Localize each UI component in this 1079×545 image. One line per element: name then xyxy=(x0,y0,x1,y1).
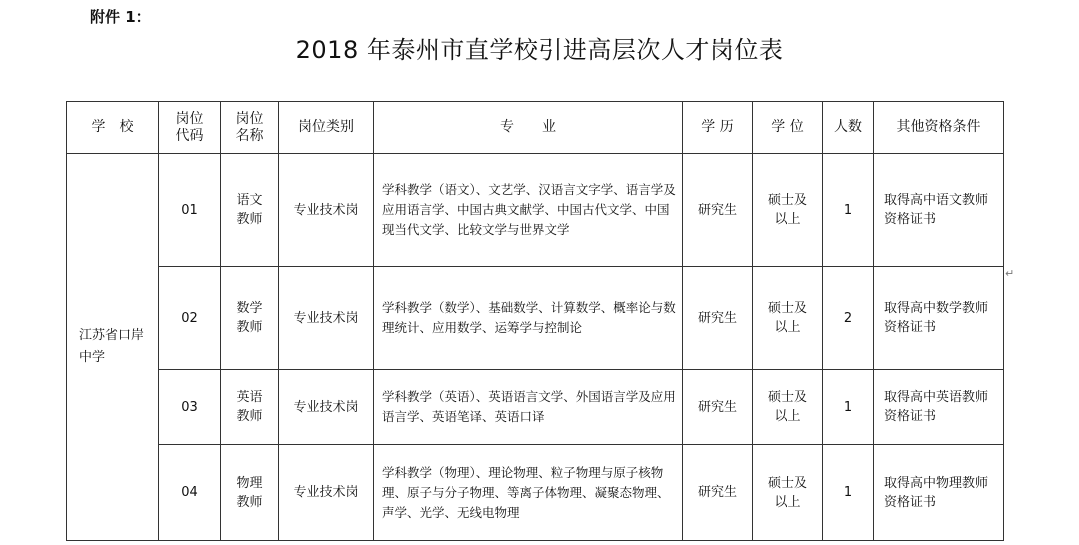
category-cell: 专业技术岗 xyxy=(279,370,374,445)
category-cell: 专业技术岗 xyxy=(279,154,374,267)
table-row xyxy=(67,267,1004,370)
header-school: 学 校 xyxy=(67,102,159,154)
code-cell: 02 xyxy=(159,267,221,370)
education-cell: 研究生 xyxy=(683,370,753,445)
table-row xyxy=(67,154,1004,267)
code-cell: 03 xyxy=(159,370,221,445)
header-row xyxy=(67,102,1004,154)
other-cell: 取得高中英语教师资格证书 xyxy=(874,370,1004,445)
header-degree: 学 位 xyxy=(753,102,823,154)
code-cell: 04 xyxy=(159,445,221,541)
major-cell: 学科教学（数学）、基础数学、计算数学、概率论与数理统计、应用数学、运筹学与控制论 xyxy=(374,267,683,370)
education-cell: 研究生 xyxy=(683,445,753,541)
major-cell: 学科教学（英语）、英语语言文学、外国语言学及应用语言学、英语笔译、英语口译 xyxy=(374,370,683,445)
major-cell: 学科教学（语文）、文艺学、汉语言文字学、语言学及应用语言学、中国古典文献学、中国古代文学、中国现当代文学、比较文学与世界文学 xyxy=(374,154,683,267)
positions-table xyxy=(66,101,1004,541)
category-cell: 专业技术岗 xyxy=(279,445,374,541)
degree-cell: 硕士及以上 xyxy=(753,154,823,267)
school-cell: 江苏省口岸中学 xyxy=(67,154,159,541)
major-cell: 学科教学（物理）、理论物理、粒子物理与原子核物理、原子与分子物理、等离子体物理、凝聚态物理、声学、光学、无线电物理 xyxy=(374,445,683,541)
header-code: 岗位代码 xyxy=(159,102,221,154)
category-cell: 专业技术岗 xyxy=(279,267,374,370)
name-cell: 物理教师 xyxy=(221,445,279,541)
degree-cell: 硕士及以上 xyxy=(753,370,823,445)
other-cell: 取得高中物理教师资格证书 xyxy=(874,445,1004,541)
header-name: 岗位名称 xyxy=(221,102,279,154)
degree-cell: 硕士及以上 xyxy=(753,445,823,541)
header-category: 岗位类别 xyxy=(279,102,374,154)
header-count: 人数 xyxy=(823,102,874,154)
page-title: 2018 年泰州市直学校引进高层次人才岗位表 xyxy=(295,36,784,64)
code-cell: 01 xyxy=(159,154,221,267)
table-row xyxy=(67,370,1004,445)
education-cell: 研究生 xyxy=(683,267,753,370)
count-cell: 1 xyxy=(823,445,874,541)
header-major: 专 业 xyxy=(374,102,683,154)
attachment-label: 附件 1： xyxy=(90,8,151,26)
other-cell: 取得高中数学教师资格证书 xyxy=(874,267,1004,370)
name-cell: 英语教师 xyxy=(221,370,279,445)
header-education: 学 历 xyxy=(683,102,753,154)
degree-cell: 硕士及以上 xyxy=(753,267,823,370)
name-cell: 数学教师 xyxy=(221,267,279,370)
other-cell: 取得高中语文教师资格证书 xyxy=(874,154,1004,267)
count-cell: 1 xyxy=(823,154,874,267)
education-cell: 研究生 xyxy=(683,154,753,267)
count-cell: 1 xyxy=(823,370,874,445)
count-cell: 2 xyxy=(823,267,874,370)
table-row xyxy=(67,445,1004,541)
paragraph-mark-icon: ↵ xyxy=(1005,267,1015,280)
header-other: 其他资格条件 xyxy=(874,102,1004,154)
name-cell: 语文教师 xyxy=(221,154,279,267)
